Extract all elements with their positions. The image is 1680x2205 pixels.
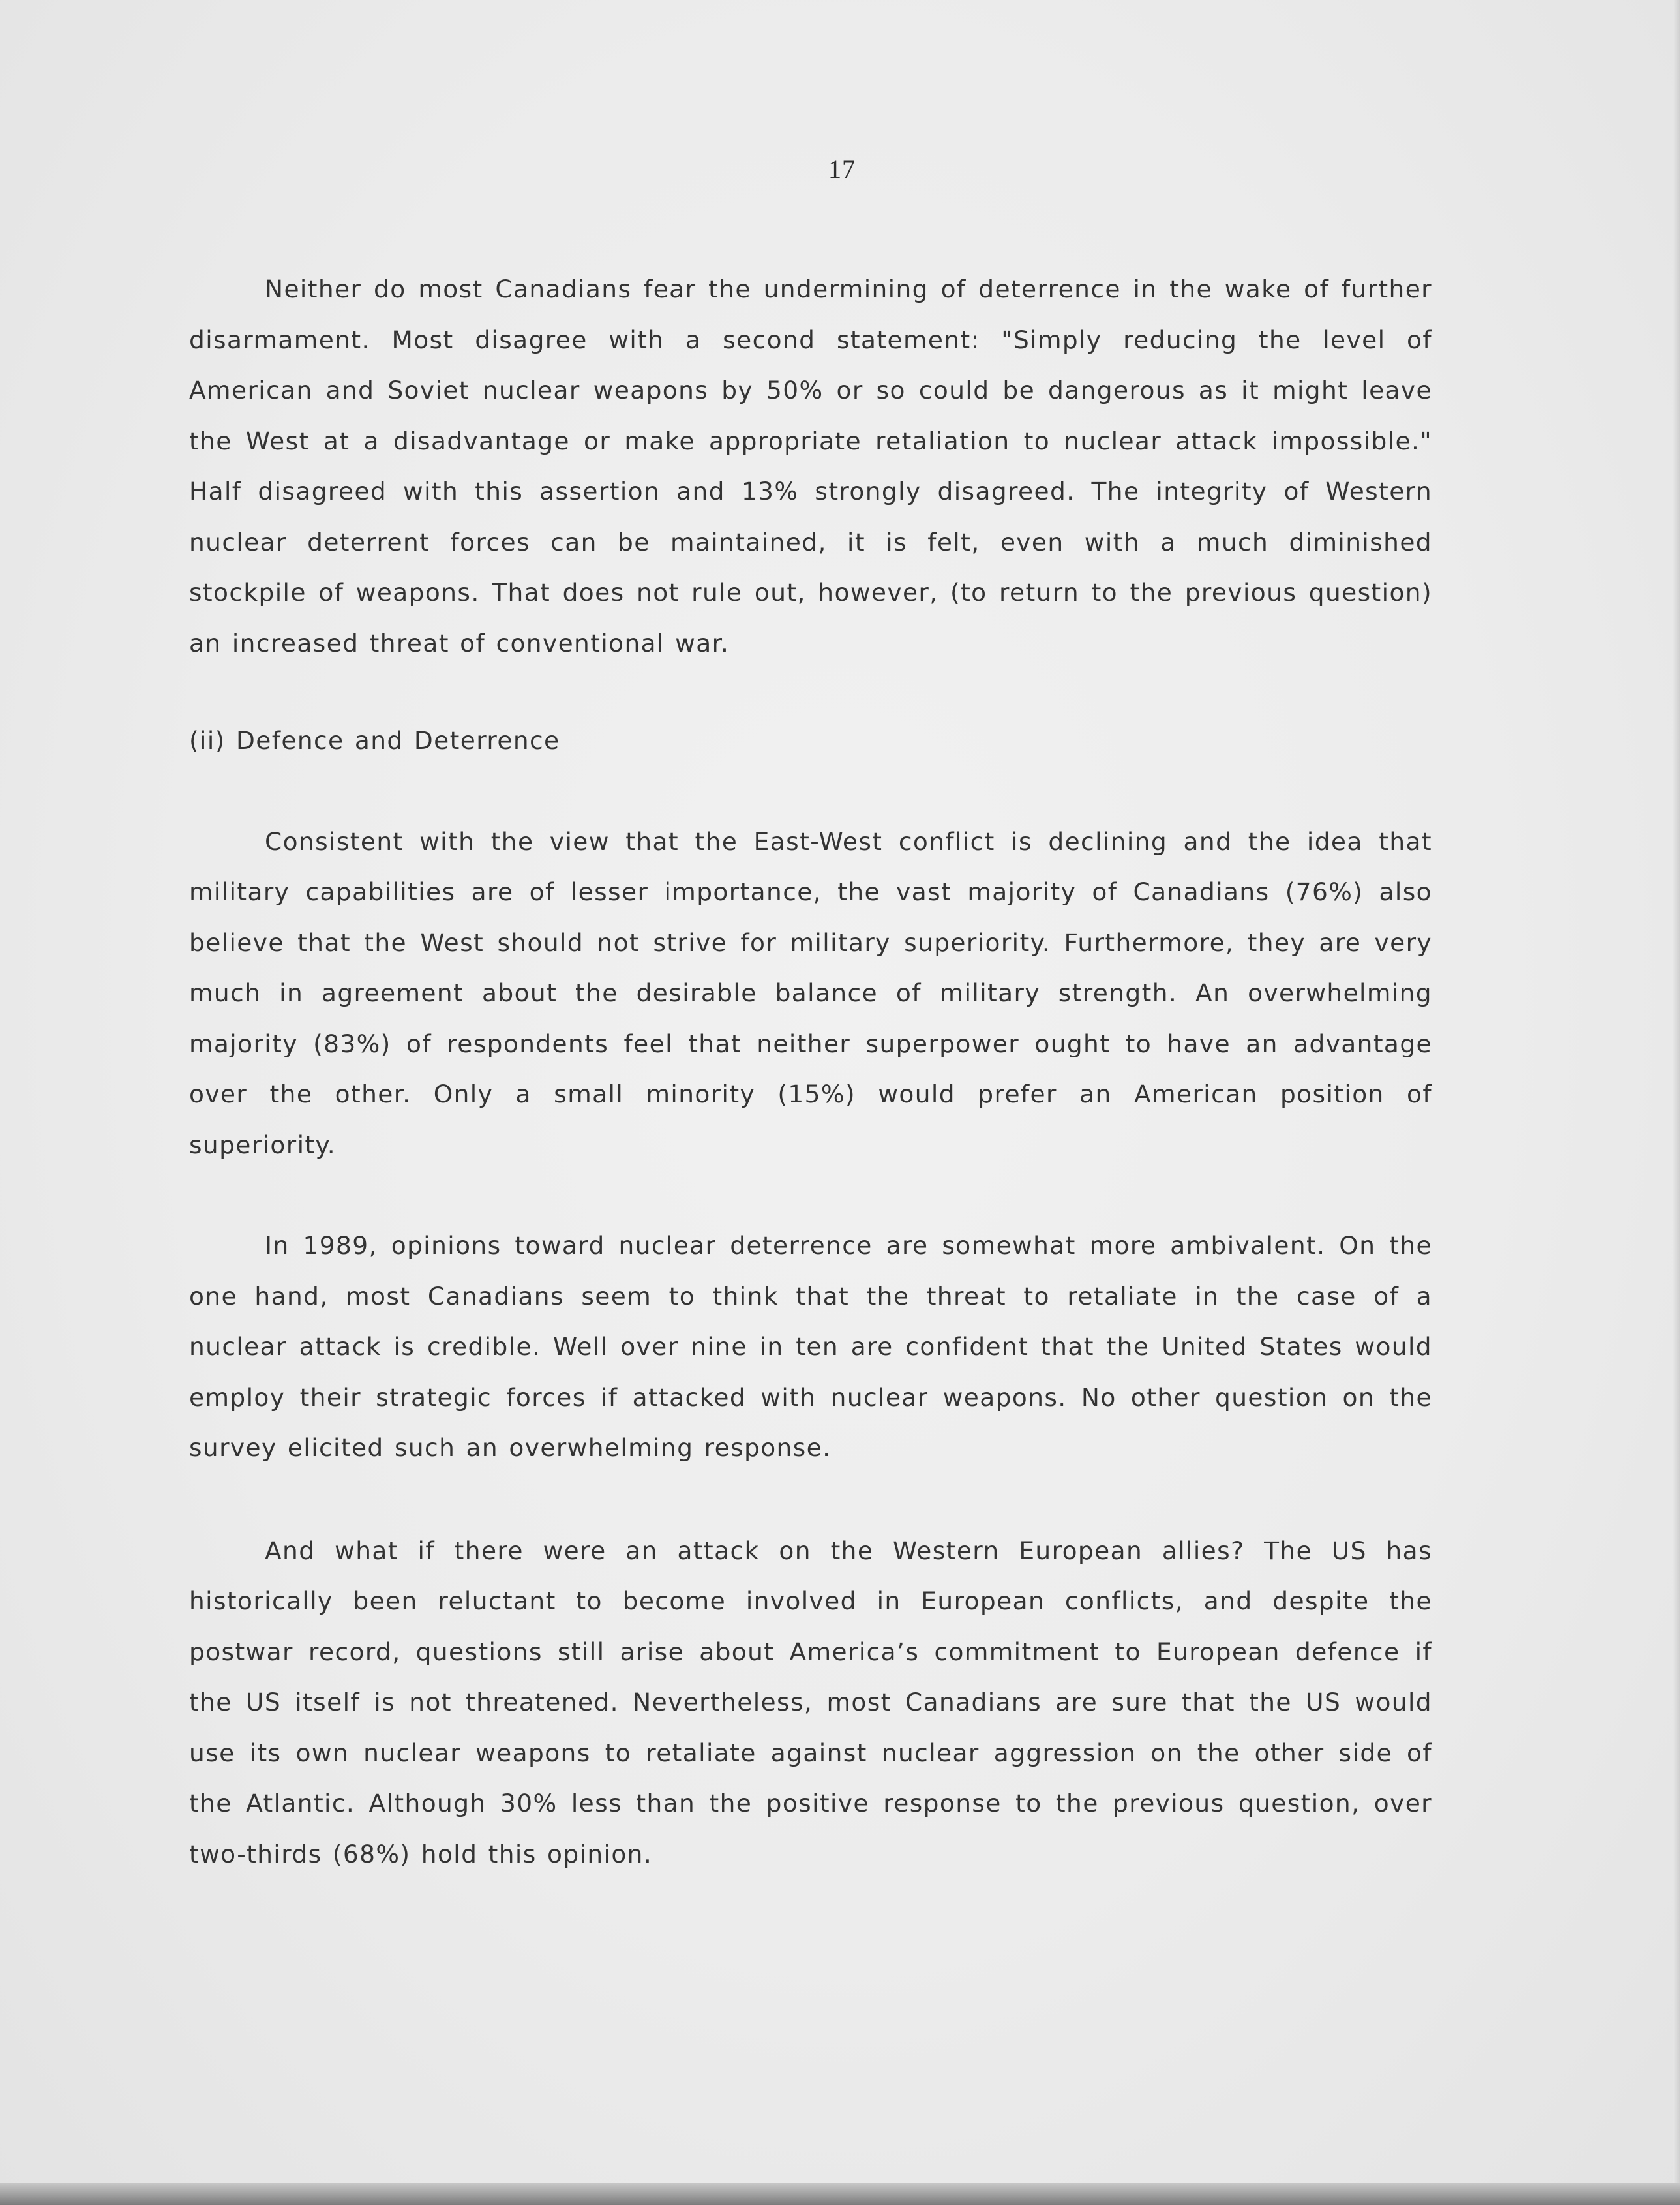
paragraph-deterrence-disarmament: Neither do most Canadians fear the undermining of deterrence in the wake of further disarmament. Most disagree with a second statement: "Simply reducing the level of American and Soviet nuclear weapons by 50% or so could be dangerous as it might leave the West at a disadvantage or make appropriate retaliation to nuclear attack impossible." Half disagreed with this assertion and 13% strongly disagreed. The integrity of Western nuclear deterrent forces can be maintained, it is felt, even with a much diminished stockpile of weapons. That does not rule out, however, (to return to the previous question) an increased threat of conventional war. — [189, 275, 1432, 658]
page-edge-bottom — [0, 2183, 1680, 2205]
page-body — [189, 264, 1432, 1879]
section-heading: (ii) Defence and Deterrence — [189, 726, 560, 755]
page-edge-right — [1673, 0, 1680, 2183]
paragraph-western-european-allies: And what if there were an attack on the Western European allies? The US has historically been reluctant to become involved in European conflicts, and despite the postwar record, questions still arise about America’s commitment to European defence if the US itself is not threatened. Nevertheless, most Canadians are sure that the US would use its own nuclear weapons to retaliate against nuclear aggression on the other side of the Atlantic. Although 30% less than the positive response to the previous question, over two-thirds (68%) hold this opinion. — [189, 1536, 1432, 1868]
page-number: 17 — [828, 155, 856, 184]
paragraph-military-superiority: Consistent with the view that the East-West conflict is declining and the idea that military capabilities are of lesser importance, the vast majority of Canadians (76%) also believe that the West should not strive for military superiority. Furthermore, they are very much in agreement about the desirable balance of military strength. An overwhelming majority (83%) of respondents feel that neither superpower ought to have an advantage over the other. Only a small minority (15%) would prefer an American position of superiority. — [189, 827, 1432, 1159]
paragraph-nuclear-deterrence-1989: In 1989, opinions toward nuclear deterrence are somewhat more ambivalent. On the one hand, most Canadians seem to think that the threat to retaliate in the case of a nuclear attack is credible. Well over nine in ten are confident that the United States would employ their strategic forces if attacked with nuclear weapons. No other question on the survey elicited such an overwhelming response. — [189, 1231, 1432, 1462]
